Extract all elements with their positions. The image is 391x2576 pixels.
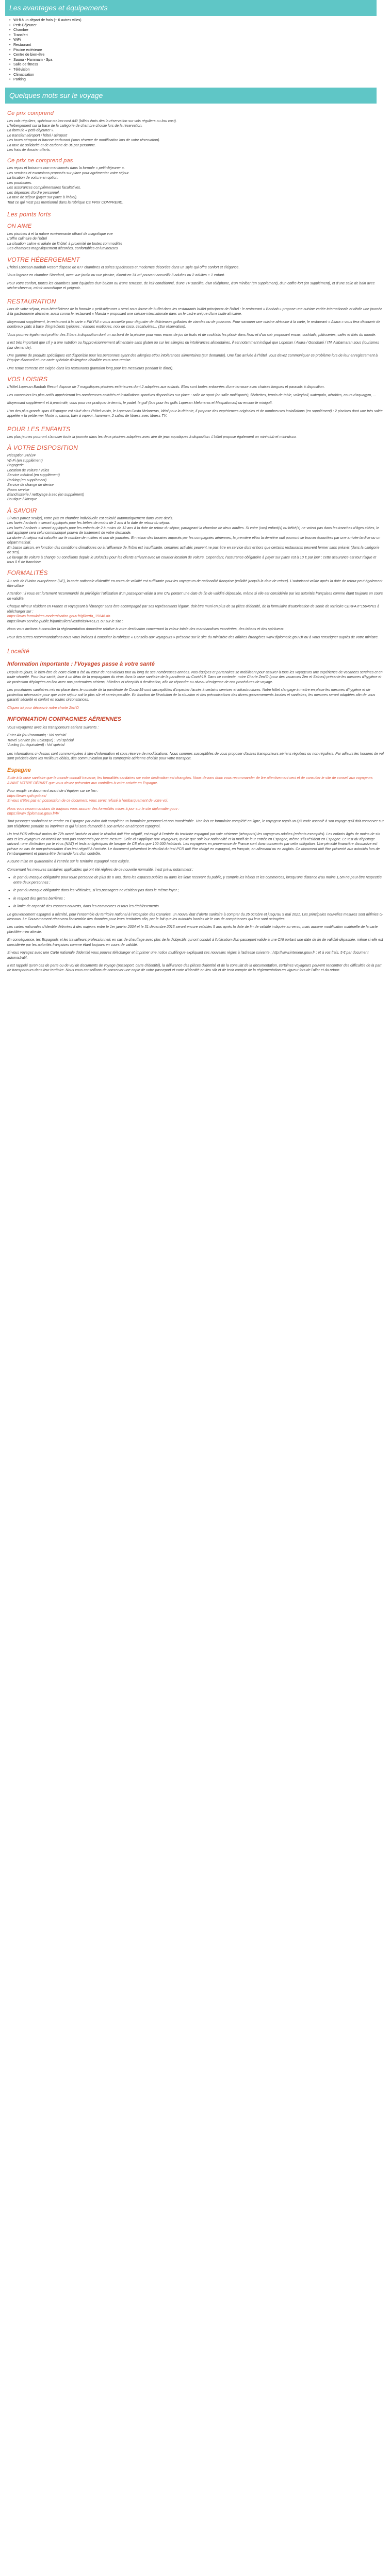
- we-like-list: [7, 232, 384, 251]
- we-like-item: Ses chambres magnifiquement décorées, confortables et lumineuses: [7, 247, 118, 251]
- formalities-para-2: Attention : il vous est fortement recommandé de privilégier l'utilisation d'un passeport valide à une CNI portant une date de fin de validité dépassée, même si elle est considérée par les autorités françaises comme étant toujours en cours de validité.: [7, 592, 383, 601]
- leisure-paragraph: Les vacanciers les plus actifs apprécieront les nombreuses activités et installations sportives disponibles sur place : salle de sport (en salle multisports), fléchettes, tennis de table, volleyball, waterpolo, aérobics, cours d'aquagym, ...: [7, 393, 376, 397]
- airlines-intro: Vous voyagerez avec les transporteurs aériens suivants :: [7, 725, 99, 730]
- important-para-2: Les procédures sanitaires mis en place dans le contexte de la pandémie de Covid-19 sont susceptibles d'impacter l'accès à certains services et infrastructures. Notre hôtel s'engage à mettre en place les mesures d'hygiène et de protection nécessaire pour que votre séjour soit le plus sûr et serein possible. En fonction de l'évolution de la situation et des préconisations des divers gouvernements locales et sanitaires, les mesures seront adaptées afin de vous garantir sécurité et confort en toutes circonstances.: [7, 688, 376, 702]
- airlines-note: Les informations ci-dessus sont communiquées à titre d'information et sous réserve de modifications. Nous sommes susceptibles de vous proposer d'autres transporteurs aériens réguliers ou non-réguliers. Par ailleurs les horaires de vol sont précisés dans les meilleurs délais, dès communication par la compagnie aérienne choisie pour votre transport.: [7, 752, 384, 761]
- we-like-title: ON AIME: [7, 223, 32, 230]
- dining-paragraph: Une tenue correcte est exigée dans les restaurants (pantalon long pour les messieurs pendant le dîner).: [7, 366, 174, 370]
- includes-item: La formule « petit-déjeuner ».: [7, 129, 55, 133]
- locality-title: Localité: [7, 647, 29, 655]
- good-to-know-item: Les lavés / enfants « seront appliqués pour les enfants de 2 à moins de 12 ans à la date de retour du séjour, partageant la chambre de deux adultes. Si votre (vos) enfant(s) ou bébé(s) ne voient pas dans les tranches d'âges citées, le tarif appliqué sera celui communiqué pourvu de traitement de votre demande.: [7, 526, 379, 535]
- amenity-item: • Télévision: [9, 67, 391, 73]
- includes-item: Les frais de dossier offerts.: [7, 148, 51, 152]
- leisure-paragraph: L'hôtel Lopesan Baobab Resort dispose de 7 magnifiques piscines extérieures dont 2 adaptées aux enfants. Elles sont toutes entourées d'une terrasse avec chaises longues et parasols à disposition.: [7, 385, 325, 389]
- accommodation-paragraph: L'hôtel Lopesan Baobab Resort dispose de 677 chambres et suites spacieuses et modernes décorées dans un style qui offre confort et élégance.: [7, 265, 240, 269]
- facility-item: Blanchisserie / nettoyage à sec (en supplément): [7, 493, 85, 497]
- amenity-item: • Petit-Déjeuner: [9, 23, 391, 28]
- dining-paragraph: Une gamme de produits spécifiques est disponible pour les personnes ayant des allergies et/ou intolérances alimentaires (sur demande). Une liste arrivée à l'hôtel, vous devez communiquer ce problème lors de leur enregistrement à l'équipe d'accueil et une carte spéciale d'allergène détaillée vous sera remise.: [7, 353, 378, 363]
- formalities-title: FORMALITÉS: [7, 569, 48, 577]
- excludes-title: Ce prix ne comprend pas: [7, 157, 73, 164]
- excludes-item: Les assurances complémentaires facultatives.: [7, 186, 82, 190]
- spain-para-1: Suite à la crise sanitaire que le monde connaît traverse, les formalités sanitaires sur votre destination est changées. Nous devons donc vous recommander de lire attentivement ceci et de consulter le site de conseil aux voyageurs AVANT VOTRE DÉPART que vous devez présenter aux contrôles à votre arrivée en Espagne.: [7, 776, 373, 785]
- spain-para-5: Tout passager souhaitant se rendre en Espagne par avion doit compléter un formulaire personnel et non transférable. Une fois ce formulaire complété en ligne, le voyageur reçoit un QR code associé à son voyage qu'il doit conserver sur son téléphone portable ou imprimer et qui lui sera demandé à son arrivée en aéroport espagnol.: [7, 820, 384, 828]
- amenity-item: • Climatisation: [9, 73, 391, 78]
- includes-item: L'hébergement sur la base de la catégorie de chambre choisie lors de la réservation.: [7, 124, 143, 128]
- airlines-title: INFORMATION COMPAGNIES AÉRIENNES: [7, 716, 122, 723]
- leisure-paragraph: Moyennant supplément et à proximité, vous pour rez pratiquer le tennis, le padel, le golf (bus pour les golfs Lopesan Meloneras et Maspalomas) ou encore le minigolf.: [7, 401, 273, 405]
- facility-item: Parking (en supplément): [7, 478, 47, 482]
- facilities-title: À VOTRE DISPOSITION: [7, 444, 78, 452]
- amenity-item: • Piscine extérieure: [9, 48, 391, 53]
- amenity-item: • Chambre: [9, 28, 391, 33]
- highlights-title: Les points forts: [7, 210, 51, 218]
- amenities-banner: Les avantages et équipements: [5, 0, 377, 16]
- dining-title: RESTAURATION: [7, 297, 56, 305]
- dining-text: [7, 307, 384, 371]
- excludes-item: La taxe de séjour (payer sur place à l'hôtel).: [7, 196, 77, 200]
- good-to-know-item: Le lavage de voiture à change ou conditions depuis le 20/08/19 pour les clients arrivant avec un courrier location de voiture. Cependant, l'assurance obligatoire à payer sur place est à 10 € par jour : cette assurance est tout risque et tous 0 € de franchise.: [7, 555, 377, 564]
- amenity-item: • Salle de fitness: [9, 62, 391, 67]
- includes-item: Les vols réguliers, spéciaux ou low-cost A/R (billets émis dès la réservation sur vols réguliers ou low cost).: [7, 119, 177, 123]
- dining-paragraph: Moyennant supplément, le restaurant à la carte « PIKYNI » vous accueille pour déguster de délicieuses grillades de viandes ou de poissons. Pour savourer une cuisine africaine à la carte, le restaurant « Akara » vous fera découvrir de nombreux plats à base d'ingrédients typiques : viandes exotiques, noix de coco, cacahuètes... (Sur réservation).: [7, 320, 381, 329]
- spain-measure-item: ● le port du masque obligatoire dans les véhicules, si les passagers ne résident pas dans le même foyer ;: [7, 888, 384, 893]
- amenities-list: [0, 16, 391, 84]
- accommodation-title: VOTRE HÉBERGEMENT: [7, 256, 80, 263]
- excludes-item: Les services et excursions proposés sur place pour agrémenter votre séjour.: [7, 171, 130, 175]
- spain-para-3: Si vous n'êtes pas en possession de ce document, vous serez refusé à l'embarquement de votre vol.: [7, 799, 169, 803]
- dining-paragraph: Il est très important que s'il y a une nutrition ou l'approvisionnement alimentaire sans gluten ou sur les allergies ou intolérances alimentaires, il est notamment indiqué que Lopesan / Akara / Gondhani / ITA Alabamaran sous (tourismes (sur demande).: [7, 341, 379, 350]
- includes-list: [7, 119, 384, 153]
- spain-para-8: Concernant les mesures sanitaires applicables qui ont été réglées de ce nouvelle normalité, il est prévu notamment :: [7, 868, 193, 872]
- airline-item: Enter Air (ou Paramaniq : Vol spécial: [7, 734, 67, 738]
- important-para-1: Depuis toujours, le bien-être de notre client a été au cœur de nos valeurs tout au long de ses nombreuses années. Nos équipes et partenaires se mobilisent pour assurer à tous les voyageurs une expérience de vacances sereines et en toute sécurité. Pour leur santé, face à un fléau de la propagation du virus dans la crise sanitaire de la pandémie du Covid-19. Dans ce contexte, notre Charte Zen'O (pour des vacances Zen et Saines) présente les mesures d'hygiène et de protection déployées en lien avec nos partenaires aériens, hôteliers et réceptifs à destination, afin de répondre au niveau d'exigence de nos procédures de voyage.: [7, 670, 383, 684]
- amenity-item: • Parking: [9, 77, 391, 82]
- airline-item: Travel Service (ou Eclasque) : Vol spécial: [7, 738, 74, 742]
- leisure-text: [7, 385, 384, 418]
- excludes-item: Les pourboires.: [7, 181, 32, 185]
- good-to-know-item: En basse saison, en fonction des conditions climatiques ou à l'affluence de l'hôtel est insuffisante, certaines activités peuvent ne pas être en service dont et hors que certains restaurants peuvent fermer sans préavis (dans la catégorie de ses).: [7, 546, 380, 555]
- good-to-know-item: Les lavés / enfants « seront appliqués pour les bébés de moins de 2 ans à la date de retour du séjour.: [7, 521, 170, 526]
- excludes-item: Tout ce qui n'est pas mentionné dans la rubrique CE PRIX COMPREND.: [7, 200, 124, 205]
- accommodation-text: [7, 265, 384, 291]
- includes-item: Les taxes aéroport et hausse carburant (sous réserve de modification lors de votre réservation).: [7, 139, 160, 143]
- spain-closing-text: [7, 912, 384, 973]
- leisure-title: VOS LOISIRS: [7, 376, 48, 383]
- cerfa-link[interactable]: https://www.formulaires.modernisation.gouv.fr/gf/cerfa_15646.do: [7, 615, 110, 619]
- spain-title: Espagne: [7, 767, 31, 773]
- spain-closing-paragraph: Le gouvernement espagnol a décrété, pour l'ensemble du territoire national à l'exception des Canaries, un nouvel état d'alerte sanitaire à compter du 25 octobre et jusqu'au 9 mai 2021. Les principales nouvelles mesures sont définies ci-dessous. Le Gouvernement réservera l'ensemble des données pour leurs territoires afin, par le fait que les autorités locales de le cas de compétences qui leur sont octroyées.: [7, 912, 384, 921]
- spain-para-7: Aucune mise en quarantaine à l'entrée sur le territoire espagnol n'est exigée.: [7, 860, 130, 864]
- formalities-para-1: Au sein de l'Union européenne (UE), la carte nationale d'identité en cours de validité est suffisante pour les voyageurs de nationalité française (validité jusqu'à la date de retour). L'autorisant valide après la date de retour peut également être utilisé.: [7, 579, 383, 588]
- dining-paragraph: Lors de votre séjour, vous bénéficierez de la formule « petit-déjeuner » servi sous forme de buffet dans les restaurants buffet principaux de l'hôtel : le restaurant « Baobab » propose une cuisine variée internationale et dédie une journée à la gastronomie africaine, aussi connu le restaurant « Marula » proposant une cuisine internationale dans un le cadre unique d'une hutte africaine.: [7, 307, 383, 316]
- amenity-item: • Sauna - Hammam - Spa: [9, 58, 391, 63]
- spain-measures-list: [7, 875, 384, 909]
- excludes-item: La location de voiture en option.: [7, 176, 59, 180]
- facility-item: Room service: [7, 488, 29, 492]
- diplomatie-link[interactable]: https://www.diplomatie.gouv.fr/fr/: [7, 811, 59, 816]
- spain-para-4: Nous vous recommandons de toujours vous assurer des formalités mises à jour sur le site diplomatie.gouv :: [7, 807, 180, 811]
- amenity-item: • Centre de bien-être: [9, 53, 391, 58]
- spain-closing-paragraph: En conséquence, les Espagnols et les travailleurs professionnels en cas de chauffage avec plus de la d'objectifs qui ont conduit à l'utilisation d'un passeport valide à une CNI portant une date de fin de validité dépassée, même si elle est considérée par les autorités françaises comme étant toujours en cours de validité.: [7, 938, 383, 947]
- facility-item: Réception 24h/24: [7, 454, 36, 458]
- important-title: Information importante : l'Voyages passe à votre santé: [7, 661, 155, 668]
- facilities-list: [7, 453, 384, 502]
- facility-item: Location de voiture / vélos: [7, 468, 50, 472]
- kids-title: POUR LES ENFANTS: [7, 425, 71, 433]
- airlines-list: [7, 733, 384, 748]
- spain-para-6: Un test PCR effectué moins de 72h avant l'arrivée et dont le résultat doit être négatif, est exigé à l'entrée du territoire espagnol par voie aérienne (aéroports) les voyageurs adultes (enfants exemptés). Les enfants âgés de moins de six ans et les voyageurs en transit ne sont pas concernés par cette mesure. Celle-ci s'applique aux voyageurs, quelle que soit leur nationalité et la motif de leur entrée en Espagne, même s'ils résident en Espagne. Le test du dépistage suivant : une d'infection par le virus (NAT) et tests antigéniques de lorsque de CE plus que 100 000 habitants. Les voyageurs en provenance de France sont donc concernés par cette obligation. Une pénalité financière dissuasive est prévue en cas de non-présentation d'un test négatif à l'arrivée. Le document présentant le résultat du test PCR doit être rédigé en espagnol, en français, en allemand ou en anglais. Ce document doit être présenté aux autorités lors de l'embarquement et pourra être demandé lors d'un contrôle.: [7, 833, 380, 856]
- amenity-item: • Transfert: [9, 33, 391, 38]
- leisure-paragraph: L'un des plus grands spas d'Espagne est situé dans l'hôtel voisin, le Lopesan Costa Meloneras, idéal pour la détente, il propose des expériences originales et de nombreuses installations (en supplément) : 2 piscines dont une très salée appelée « la petite mer Morte », sauna, bain à vapeur, hammam, 2 salles de fitness avec fitness TV.: [7, 409, 383, 418]
- spain-closing-paragraph: Les cartes nationales d'identité délivrées à des majeurs entre le 1er janvier 2004 et le 31 décembre 2013 seront encore valables 5 ans après la date de fin de validité indiquée au verso, mais aucune modification matérielle de la carte plastifiée n'en atteste.: [7, 925, 378, 934]
- excludes-item: Les repas et boissons non mentionnés dans la formule « petit-déjeuner ».: [7, 166, 125, 171]
- excludes-list: [7, 166, 384, 205]
- spain-form-link[interactable]: https://www.spth.gob.es/: [7, 794, 46, 798]
- excludes-item: Les dépenses d'ordre personnel.: [7, 191, 60, 195]
- kids-text: Les plus jeunes pourront s'amuser toute la journée dans les deux piscines adaptées avec aire de jeux aquatiques à disposition. L'hôtel propose également un mini-club et mini-disco.: [7, 435, 297, 439]
- includes-title: Ce prix comprend: [7, 110, 54, 116]
- spain-measure-item: ● la limite de capacité des espaces couverts, dans les commerces et tous les établissements.: [7, 904, 384, 909]
- accommodation-paragraph: Vous logerez en chambre Standard, avec vue jardin ou vue piscine, dinent-en 34 m² pouvant accueillir 3 adultes ou 2 adultes + 1 enfant.: [7, 274, 225, 278]
- facility-item: Wi-Fi (en supplément): [7, 459, 43, 463]
- amenity-item: • Wi-fi à un départ de frais (+ 6 autres villes): [9, 18, 391, 23]
- includes-item: La taxe de solidarité et de carbone de 3€ par personne.: [7, 143, 96, 147]
- charter-link[interactable]: Cliquez ici pour découvrir notre charte Zen'O: [7, 706, 79, 710]
- trip-info-content: [0, 104, 391, 979]
- facility-item: Service de change de devise: [7, 483, 54, 487]
- spain-measure-item: ● le port du masque obligatoire pour toute personne de plus de 6 ans, dans les espaces publics ou dans les lieux recevant du public, y compris les hôtels et les commerces, lorsqu'une distance d'au moins 1,5m ne peut être respectée entre deux personnes ;: [7, 875, 384, 885]
- accommodation-paragraph: Pour votre confort, toutes les chambres sont équipées d'un balcon ou d'une terrasse, de l'air conditionné, d'une TV satellite, d'un téléphone, d'un minibar (en supplément), d'un coffre-fort (en supplément), et d'une salle de bain avec sèche-cheveux, miroir cosmétique et peignoir.: [7, 281, 375, 291]
- formalities-para-3: Chaque mineur résidant en France et voyageant à l'étranger sans être accompagné par ses représentants légaux, doit être muni en plus de sa pièce d'identité, de la formulaire d'autorisation de sortie de territoire CERFA n°15646*01 à télécharger sur :: [7, 605, 380, 614]
- good-to-know-item: Si vous partez seul(e), votre prix en chambre individuelle est calculé automatiquement dans votre devis.: [7, 517, 173, 520]
- formalities-para-4: https://www.service-public.fr/particuliers/vosdroits/R46121 ou sur le site :: [7, 619, 123, 623]
- facility-item: Bagagerie: [7, 464, 24, 468]
- we-like-item: L'offre culinaire de l'hôtel: [7, 237, 47, 241]
- we-like-item: Les piscines à et la nature environnante offrant de magnifique vue: [7, 232, 113, 236]
- trip-info-banner: Quelques mots sur le voyage: [5, 88, 377, 104]
- dining-paragraph: Vous pourrez également profiter des 3 bars à disposition dont un au bord de la piscine pour vous encas de jus de fruits et de cocktails les plaisir dans l'eau et d'un soir proposant encas, cocktails, pâtisseries, cafés et thés du monde.: [7, 333, 377, 337]
- facility-item: Service médical (en supplément): [7, 473, 60, 478]
- facility-item: Boutique / kiosque: [7, 498, 37, 502]
- formalities-para-5: Nous vous invitons à consulter la réglementation douanière relative à votre destination concernant la valeur totale des marchandises exonérées, des tabacs et des spiritueux.: [7, 628, 285, 632]
- spain-closing-paragraph: Si vous voyagez avec une Carte nationale d'Identité vous pouvez télécharger et imprimer une notice multilingue expliquant ces nouvelles règles à l'adresse suivante : http://www.interieur.gouv.fr ; et à vos frais, 5 € par document administratif.: [7, 951, 369, 960]
- spain-measure-item: ● le respect des gestes barrières ;: [7, 896, 384, 901]
- good-to-know-item: La durée du séjour est calculée sur le nombre de nuitées et non de journées. En raison des horaires imposés par les compagnies aériennes, la première et/ou la dernière nuit pourront se trouver écourtées par une arrivée tardive ou un départ matinal.: [7, 536, 381, 545]
- good-to-know-list: [7, 516, 384, 565]
- amenity-item: • Restaurant: [9, 43, 391, 48]
- airline-item: Vueling (ou équivalent) : Vol spécial: [7, 743, 64, 748]
- spain-para-2: Pour remplir ce document avant de s'équiper sur ce lien :: [7, 789, 99, 793]
- formalities-para-6: Pour des autres recommandations nous vous invitons à consulter la rubrique « Conseils aux voyageurs » présente sur le site du ministère des affaires étrangères www.diplomatie.gouv.fr ou à vous renseigner auprès de votre ministre.: [7, 635, 379, 639]
- spain-closing-paragraph: Il est rappelé qu'en cas de perte ou de vol de documents de voyage (passeport, carte d'identité), la délivrance des pièces d'identité et de la consulat de la documentation, certaines voyageurs peuvent rencontrer des difficultés de la part de transporteurs dans leur territoire. Nous vous conseillons de conserver une copie de votre passeport et carte d'identité en lieu sûr et de tenir compte de la réglementation en vigueur lors de l'aller et du retour.: [7, 964, 382, 973]
- includes-item: Le transfert aéroport / hôtel / aéroport: [7, 133, 68, 138]
- amenity-item: • WiFi: [9, 38, 391, 43]
- good-to-know-title: À SAVOIR: [7, 506, 37, 514]
- we-like-item: La situation calme et idéale de l'hôtel, à proximité de toutes commodités: [7, 242, 123, 246]
